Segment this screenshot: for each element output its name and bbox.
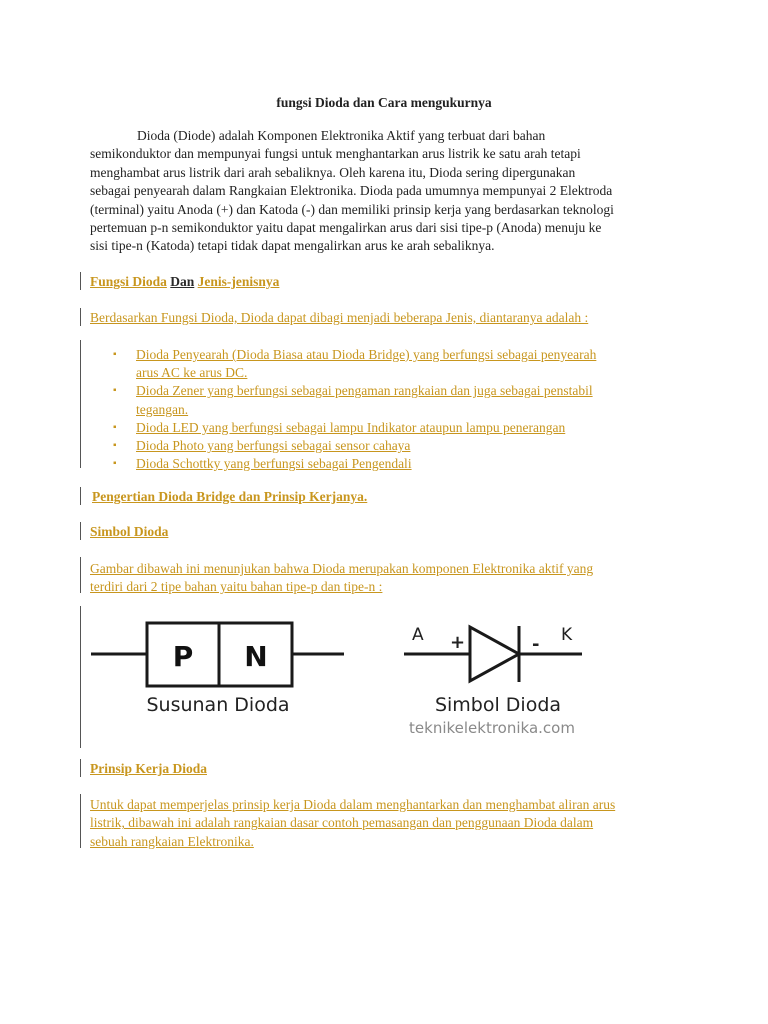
diode-diagram [86, 612, 596, 742]
bullet-icon: ▪ [113, 385, 117, 397]
p-region-label: P [172, 640, 194, 673]
list-item[interactable] [113, 346, 673, 382]
link-pengertian-dioda-bridge[interactable]: Pengertian Dioda Bridge dan Prinsip Kerjanya. [92, 489, 368, 504]
list-item-text[interactable]: Dioda Zener yang berfungsi sebagai pengaman rangkaian dan juga sebagai penstabil [136, 383, 593, 399]
section-bar [80, 522, 81, 540]
cathode-label: K [561, 625, 573, 645]
link-fungsi-intro[interactable]: Berdasarkan Fungsi Dioda, Dioda dapat dibagi menjadi beberapa Jenis, diantaranya adalah : [90, 310, 589, 325]
section-bar [80, 794, 81, 848]
intro-line: (terminal) yaitu Anoda (+) dan Katoda (-) dan memiliki prinsip kerja yang berdasarkan teknologi [90, 201, 614, 217]
intro-line: Dioda (Diode) adalah Komponen Elektronika Aktif yang terbuat dari bahan [137, 128, 546, 143]
section-bar [80, 272, 81, 290]
link-fungsi-dioda[interactable]: Fungsi Dioda [90, 274, 167, 289]
bullet-icon: ▪ [113, 440, 117, 452]
intro-line: sebagai penyearah dalam Rangkaian Elektronika. Dioda pada umumnya mempunyai 2 Elektroda [90, 183, 613, 199]
link-prinsip-line[interactable]: Untuk dapat memperjelas prinsip kerja Dioda dalam menghantarkan dan menghambat aliran arus [90, 797, 616, 812]
list-item[interactable] [113, 419, 673, 437]
intro-paragraph [90, 127, 690, 256]
link-simbol-line[interactable]: terdiri dari 2 tipe bahan yaitu bahan tipe-p dan tipe-n : [90, 579, 383, 595]
list-item[interactable] [113, 437, 673, 455]
link-jenis-jenisnya[interactable]: Jenis-jenisnya [197, 274, 280, 289]
link-prinsip-line[interactable]: sebuah rangkaian Elektronika. [90, 833, 254, 849]
list-item[interactable] [113, 382, 673, 418]
susunan-dioda-caption: Susunan Dioda [146, 694, 290, 716]
intro-line: pertemuan p-n semikonduktor yaitu dapat mengalirkan arus dari sisi tipe-p (Anoda) menuju ke [90, 220, 602, 236]
fungsi-intro-paragraph [90, 309, 588, 327]
section-bar [80, 557, 81, 593]
list-item-text[interactable]: Dioda Schottky yang berfungsi sebagai Pengendali [136, 456, 412, 472]
heading-simbol-dioda [90, 524, 168, 540]
heading-prinsip-kerja-dioda [90, 761, 207, 777]
intro-line: menghambat arus listrik dari arah sebaliknya. Oleh karena itu, Dioda sering dipergunakan [90, 164, 576, 180]
section-bar [80, 487, 81, 505]
list-item-text[interactable]: tegangan. [136, 401, 189, 417]
n-region-label: N [244, 640, 268, 673]
prinsip-paragraph [90, 796, 615, 851]
section-bar [80, 759, 81, 777]
link-simbol-dioda[interactable]: Simbol Dioda [90, 524, 169, 539]
bullet-icon: ▪ [113, 421, 117, 433]
heading-fungsi-dioda [90, 274, 279, 290]
intro-line: sisi tipe-n (Katoda) tetapi tidak dapat mengalirkan arus ke arah sebaliknya. [90, 238, 495, 254]
dioda-types-list [113, 346, 673, 473]
section-bar [80, 340, 81, 468]
simbol-dioda-caption: Simbol Dioda [434, 694, 562, 716]
list-item-text[interactable]: Dioda Penyearah (Dioda Biasa atau Dioda Bridge) yang berfungsi sebagai penyearah [136, 347, 597, 362]
bullet-icon: ▪ [113, 349, 117, 360]
section-bar [80, 308, 81, 326]
bullet-icon: ▪ [113, 458, 117, 470]
watermark-text: teknikelektronika.com [409, 719, 575, 737]
anode-label: A [412, 625, 424, 645]
diode-triangle [470, 627, 519, 681]
link-simbol-line[interactable]: Gambar dibawah ini menunjukan bahwa Dioda merupakan komponen Elektronika aktif yang [90, 561, 594, 576]
heading-dan: Dan [170, 274, 195, 289]
list-item-text[interactable]: Dioda Photo yang berfungsi sebagai sensor cahaya [136, 438, 411, 454]
plus-label: + [450, 632, 466, 653]
link-prinsip-line[interactable]: listrik, dibawah ini adalah rangkaian dasar contoh pemasangan dan penggunaan Dioda dalam [90, 815, 594, 831]
simbol-paragraph [90, 560, 593, 597]
link-prinsip-kerja-dioda[interactable]: Prinsip Kerja Dioda [90, 761, 207, 776]
list-item[interactable] [113, 455, 673, 473]
minus-label: - [532, 634, 540, 655]
section-bar [80, 606, 81, 748]
list-item-text[interactable]: Dioda LED yang berfungsi sebagai lampu Indikator ataupun lampu penerangan [136, 419, 566, 435]
intro-line: semikonduktor dan mempunyai fungsi untuk menghantarkan arus listrik ke satu arah tetapi [90, 146, 581, 162]
list-item-text[interactable]: arus AC ke arus DC. [136, 365, 248, 381]
page-title: fungsi Dioda dan Cara mengukurnya [276, 95, 492, 110]
heading-pengertian-dioda-bridge [92, 489, 367, 505]
